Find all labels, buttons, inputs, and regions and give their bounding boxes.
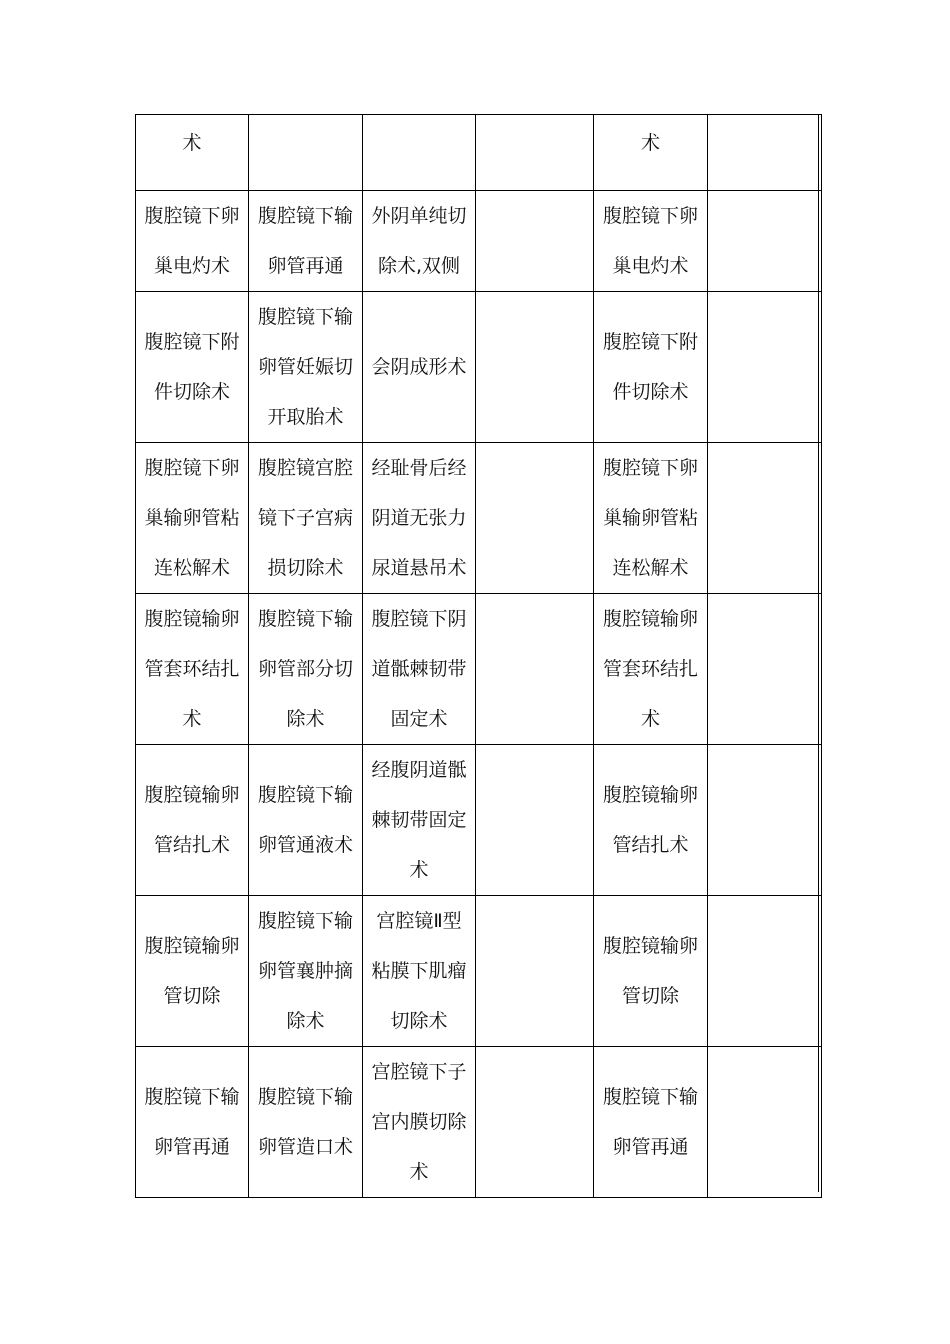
cell-text: 腹腔镜下附件切除术 bbox=[602, 331, 698, 403]
cell-text: 腹腔镜下阴道骶棘韧带固定术 bbox=[371, 608, 467, 730]
procedure-table-body bbox=[136, 115, 822, 1198]
table-cell bbox=[249, 115, 363, 191]
table-cell bbox=[476, 191, 594, 292]
table-cell bbox=[136, 745, 249, 896]
table-cell bbox=[249, 594, 363, 745]
table-cell bbox=[249, 292, 363, 443]
table-cell bbox=[363, 443, 476, 594]
cell-text: 腹腔镜输卵管套环结扎术 bbox=[602, 608, 698, 730]
table-cell bbox=[249, 745, 363, 896]
table-row bbox=[136, 115, 822, 191]
table-cell bbox=[476, 292, 594, 443]
procedure-table bbox=[135, 114, 822, 1198]
cell-text: 腹腔镜输卵管结扎术 bbox=[144, 784, 240, 856]
table-cell bbox=[249, 1047, 363, 1198]
table-cell bbox=[476, 115, 594, 191]
cell-text: 腹腔镜输卵管结扎术 bbox=[602, 784, 698, 856]
cell-text: 经耻骨后经阴道无张力尿道悬吊术 bbox=[371, 457, 467, 579]
table-row bbox=[136, 191, 822, 292]
cell-text: 腹腔镜下卵巢电灼术 bbox=[144, 205, 240, 277]
cell-text: 腹腔镜下输卵管再通 bbox=[602, 1086, 698, 1158]
table-cell bbox=[136, 594, 249, 745]
table-cell bbox=[136, 896, 249, 1047]
cell-text: 腹腔镜输卵管切除 bbox=[144, 935, 240, 1007]
table-cell bbox=[363, 594, 476, 745]
table-cell bbox=[708, 191, 822, 292]
table-cell bbox=[476, 443, 594, 594]
table-cell bbox=[363, 745, 476, 896]
cell-text: 腹腔镜下输卵管造口术 bbox=[257, 1086, 353, 1158]
cell-text: 腹腔镜下卵巢输卵管粘连松解术 bbox=[602, 457, 698, 579]
table-cell bbox=[476, 896, 594, 1047]
table-cell bbox=[708, 745, 822, 896]
table-cell bbox=[708, 896, 822, 1047]
table-cell bbox=[363, 1047, 476, 1198]
table-cell bbox=[594, 896, 708, 1047]
table-cell bbox=[136, 443, 249, 594]
cell-text: 腹腔镜下附件切除术 bbox=[144, 331, 240, 403]
cell-text: 腹腔镜输卵管套环结扎术 bbox=[144, 608, 240, 730]
table-cell bbox=[136, 191, 249, 292]
cell-text: 外阴单纯切除术,双侧 bbox=[371, 205, 467, 277]
table-row bbox=[136, 292, 822, 443]
table-cell bbox=[363, 115, 476, 191]
cell-text: 腹腔镜下输卵管部分切除术 bbox=[257, 608, 353, 730]
table-right-border-line bbox=[818, 114, 819, 1192]
table-cell bbox=[594, 443, 708, 594]
cell-text: 腹腔镜宫腔镜下子宫病损切除术 bbox=[257, 457, 353, 579]
table-cell bbox=[363, 896, 476, 1047]
table-cell bbox=[594, 115, 708, 191]
cell-text: 腹腔镜下卵巢输卵管粘连松解术 bbox=[144, 457, 240, 579]
cell-text: 术 bbox=[182, 132, 202, 154]
table-cell bbox=[136, 1047, 249, 1198]
cell-text: 腹腔镜下输卵管妊娠切开取胎术 bbox=[257, 306, 353, 428]
cell-text: 腹腔镜下输卵管襄肿摘除术 bbox=[257, 910, 353, 1032]
table-cell bbox=[708, 115, 822, 191]
table-cell bbox=[363, 292, 476, 443]
table-cell bbox=[594, 292, 708, 443]
table-cell bbox=[476, 1047, 594, 1198]
table-cell bbox=[594, 1047, 708, 1198]
cell-text: 腹腔镜下输卵管通液术 bbox=[257, 784, 353, 856]
cell-text: 宫腔镜下子宫内膜切除术 bbox=[371, 1061, 467, 1183]
cell-text: 腹腔镜输卵管切除 bbox=[602, 935, 698, 1007]
table-cell bbox=[594, 745, 708, 896]
cell-text: 术 bbox=[640, 132, 660, 154]
cell-text: 经腹阴道骶棘韧带固定术 bbox=[371, 759, 467, 881]
table-row bbox=[136, 896, 822, 1047]
table-cell bbox=[249, 191, 363, 292]
cell-text: 腹腔镜下卵巢电灼术 bbox=[602, 205, 698, 277]
table-cell bbox=[708, 443, 822, 594]
cell-text: 宫腔镜Ⅱ型粘膜下肌瘤切除术 bbox=[371, 910, 467, 1032]
table-cell bbox=[594, 594, 708, 745]
cell-text: 腹腔镜下输卵管再通 bbox=[144, 1086, 240, 1158]
table-cell bbox=[249, 443, 363, 594]
table-cell bbox=[249, 896, 363, 1047]
table-row bbox=[136, 745, 822, 896]
table-cell bbox=[708, 594, 822, 745]
table-row bbox=[136, 443, 822, 594]
table-cell bbox=[594, 191, 708, 292]
table-row bbox=[136, 594, 822, 745]
table-cell bbox=[708, 1047, 822, 1198]
cell-text: 腹腔镜下输卵管再通 bbox=[257, 205, 353, 277]
table-cell bbox=[708, 292, 822, 443]
cell-text: 会阴成形术 bbox=[371, 356, 467, 378]
table-cell bbox=[136, 115, 249, 191]
table-cell bbox=[136, 292, 249, 443]
table-row bbox=[136, 1047, 822, 1198]
table-cell bbox=[476, 594, 594, 745]
table-cell bbox=[363, 191, 476, 292]
table-cell bbox=[476, 745, 594, 896]
